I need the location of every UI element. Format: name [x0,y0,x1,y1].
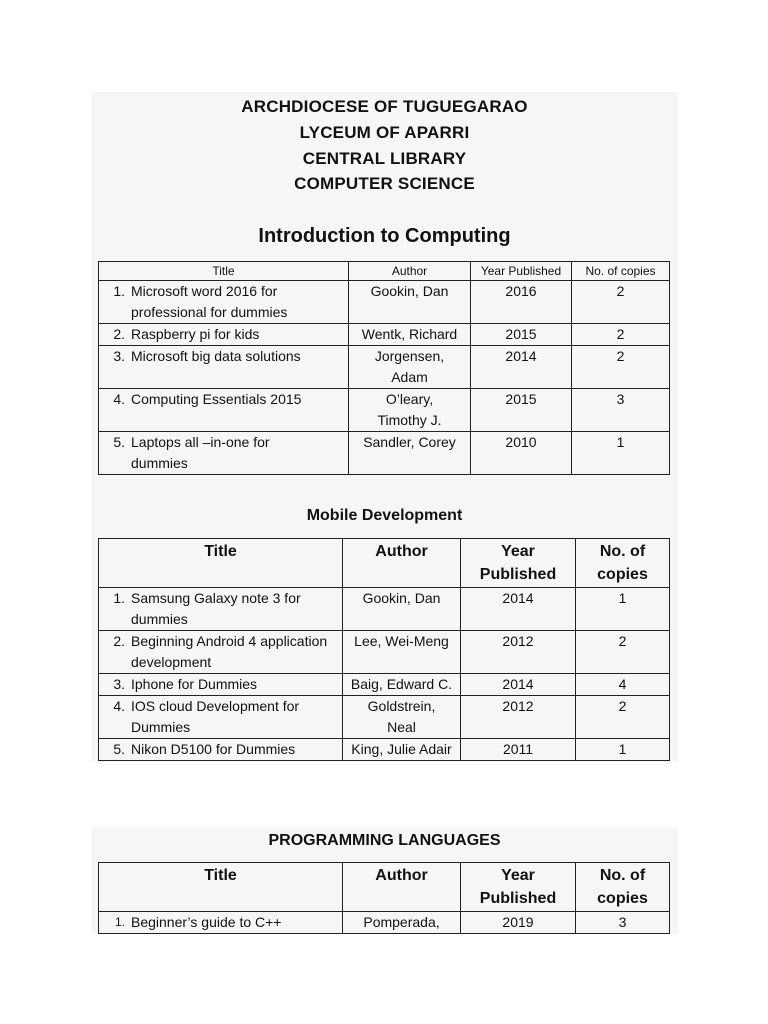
col-header-author: Author [343,539,461,588]
header-department: COMPUTER SCIENCE [294,174,475,193]
table-row [99,389,670,432]
cell-title [99,739,343,761]
cell-title [99,346,349,389]
header-library: CENTRAL LIBRARY [302,149,467,168]
row-number: 4. [113,698,125,714]
book-title: Samsung Galaxy note 3 for dummies [131,590,301,627]
col-header-author: Author [343,863,461,912]
cell-author: Gookin, Dan [349,281,471,324]
table-row [99,432,670,475]
table-mobile-development [98,538,670,761]
cell-copies: 1 [576,739,670,761]
cell-title [99,588,343,631]
cell-year: 2014 [471,346,572,389]
table-header-row [99,863,670,912]
header-lyceum: LYCEUM OF APARRI [299,123,470,142]
col-header-title: Title [99,262,349,281]
cell-year: 2016 [471,281,572,324]
cell-author: O’leary, Timothy J. [349,389,471,432]
cell-year: 2011 [461,739,576,761]
col-header-year: Year Published [461,539,576,588]
row-number: 5. [113,434,125,450]
cell-year: 2019 [461,912,576,934]
document-page-1 [91,92,678,762]
table-row [99,912,670,934]
cell-title [99,674,343,696]
row-number: 3. [113,676,125,692]
table-row [99,696,670,739]
cell-copies: 1 [572,432,670,475]
cell-author: Jorgensen, Adam [349,346,471,389]
table-row [99,324,670,346]
table-row [99,739,670,761]
cell-author: Goldstrein, Neal [343,696,461,739]
col-header-copies: No. of copies [572,262,670,281]
table-row [99,631,670,674]
row-number: 1. [113,590,125,606]
cell-author: Pomperada, [343,912,461,934]
col-header-copies: No. of copies [576,863,670,912]
cell-year: 2012 [461,696,576,739]
cell-title [99,324,349,346]
cell-year: 2014 [461,588,576,631]
book-title: Beginner’s guide to C++ [131,914,282,930]
book-title: IOS cloud Development for Dummies [131,698,300,735]
col-header-title: Title [99,863,343,912]
book-title: Nikon D5100 for Dummies [131,741,296,757]
row-number: 1. [114,915,125,929]
table-header-row [99,539,670,588]
table-row [99,674,670,696]
cell-copies: 3 [572,389,670,432]
cell-author: Gookin, Dan [343,588,461,631]
cell-copies: 2 [572,324,670,346]
cell-year: 2012 [461,631,576,674]
document-page-2 [91,827,678,934]
cell-title [99,281,349,324]
cell-author: Baig, Edward C. [343,674,461,696]
cell-copies: 2 [572,346,670,389]
col-header-year: Year Published [461,863,576,912]
header-archdiocese: ARCHDIOCESE OF TUGUEGARAO [241,97,528,116]
book-title: Microsoft word 2016 for professional for dummies [131,283,288,320]
cell-copies: 3 [576,912,670,934]
table-header-row [99,262,670,281]
table-row [99,588,670,631]
book-title: Iphone for Dummies [131,676,258,692]
cell-title [99,631,343,674]
cell-author: King, Julie Adair [343,739,461,761]
book-title: Beginning Android 4 application development [131,633,328,670]
cell-copies: 2 [576,696,670,739]
row-number: 3. [113,348,125,364]
cell-title [99,696,343,739]
cell-title [99,389,349,432]
cell-year: 2010 [471,432,572,475]
col-header-title: Title [99,539,343,588]
col-header-year: Year Published [471,262,572,281]
row-number: 5. [113,741,125,757]
row-number: 2. [113,633,125,649]
cell-copies: 4 [576,674,670,696]
cell-title [99,432,349,475]
section-title-mobile: Mobile Development [306,507,463,524]
cell-year: 2014 [461,674,576,696]
book-title: Raspberry pi for kids [131,326,260,342]
cell-copies: 2 [576,631,670,674]
col-header-copies: No. of copies [576,539,670,588]
section-title-programming: PROGRAMMING LANGUAGES [268,832,501,849]
section-title-intro: Introduction to Computing [258,225,511,247]
row-number: 1. [113,283,125,299]
table-intro-computing [98,261,670,475]
cell-author: Wentk, Richard [349,324,471,346]
table-row [99,281,670,324]
row-number: 4. [113,391,125,407]
cell-year: 2015 [471,324,572,346]
cell-year: 2015 [471,389,572,432]
cell-author: Lee, Wei-Meng [343,631,461,674]
book-title: Laptops all –in-one for dummies [131,434,270,471]
book-title: Computing Essentials 2015 [131,391,302,407]
book-title: Microsoft big data solutions [131,348,301,364]
cell-author: Sandler, Corey [349,432,471,475]
row-number: 2. [113,326,125,342]
col-header-author: Author [349,262,471,281]
cell-title [99,912,343,934]
table-row [99,346,670,389]
cell-copies: 1 [576,588,670,631]
table-programming-languages [98,862,670,934]
cell-copies: 2 [572,281,670,324]
